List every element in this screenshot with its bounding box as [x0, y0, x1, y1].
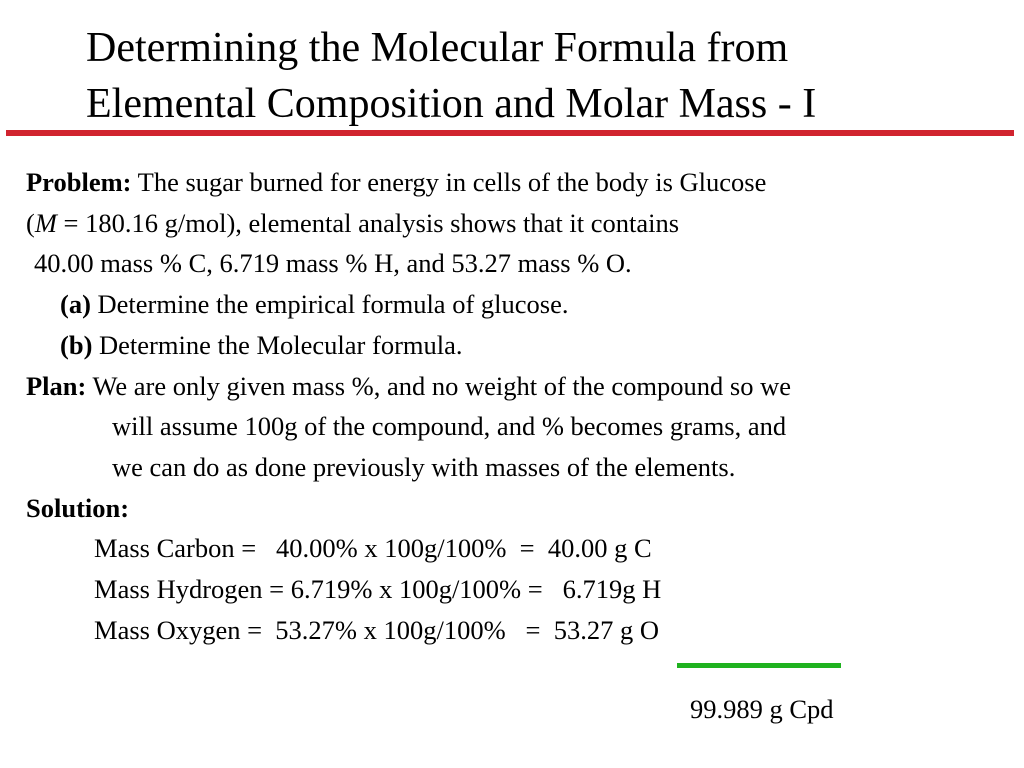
title-line-1: Determining the Molecular Formula from — [86, 25, 789, 71]
problem-text-1: The sugar burned for energy in cells of the body is Glucose — [131, 167, 767, 197]
slide-title — [86, 20, 1006, 132]
hydrogen-calc: Mass Hydrogen = 6.719% x 100g/100% = 6.719g H — [94, 574, 662, 605]
solution-label: Solution: — [26, 492, 130, 523]
title-divider — [6, 130, 1014, 136]
oxygen-calc: Mass Oxygen = 53.27% x 100g/100% = 53.27 g O — [94, 614, 660, 645]
slide-body — [26, 162, 1016, 650]
part-a — [26, 284, 1016, 325]
title-line-2: Elemental Composition and Molar Mass - I — [86, 81, 817, 127]
molar-mass-symbol: M — [34, 207, 57, 238]
part-a-label: (a) — [60, 289, 91, 320]
part-b-text: Determine the Molecular formula. — [92, 329, 463, 360]
plan-text-1: We are only given mass %, and no weight of the compound so we — [86, 370, 792, 401]
problem-line-3: 40.00 mass % C, 6.719 mass % H, and 53.27 mass % O. — [34, 248, 632, 279]
plan-line-2: will assume 100g of the compound, and % becomes grams, and — [112, 411, 787, 442]
problem-paren: ( — [26, 207, 35, 238]
carbon-calc: Mass Carbon = 40.00% x 100g/100% = 40.00 g C — [94, 533, 652, 564]
plan-line-3: we can do as done previously with masses of the elements. — [112, 451, 736, 482]
problem-label: Problem: — [26, 167, 132, 197]
problem-text-2: = 180.16 g/mol), elemental analysis shows that it contains — [56, 207, 680, 238]
problem-line-1 — [26, 162, 1016, 203]
plan-label: Plan: — [26, 370, 87, 401]
part-b-label: (b) — [60, 329, 93, 360]
sum-underline — [677, 663, 841, 668]
total-mass: 99.989 g Cpd — [690, 694, 834, 724]
part-b — [26, 325, 1016, 366]
problem-line-2 — [26, 203, 1016, 244]
plan-line-1 — [26, 366, 1016, 407]
part-a-text: Determine the empirical formula of glucose. — [90, 289, 569, 320]
